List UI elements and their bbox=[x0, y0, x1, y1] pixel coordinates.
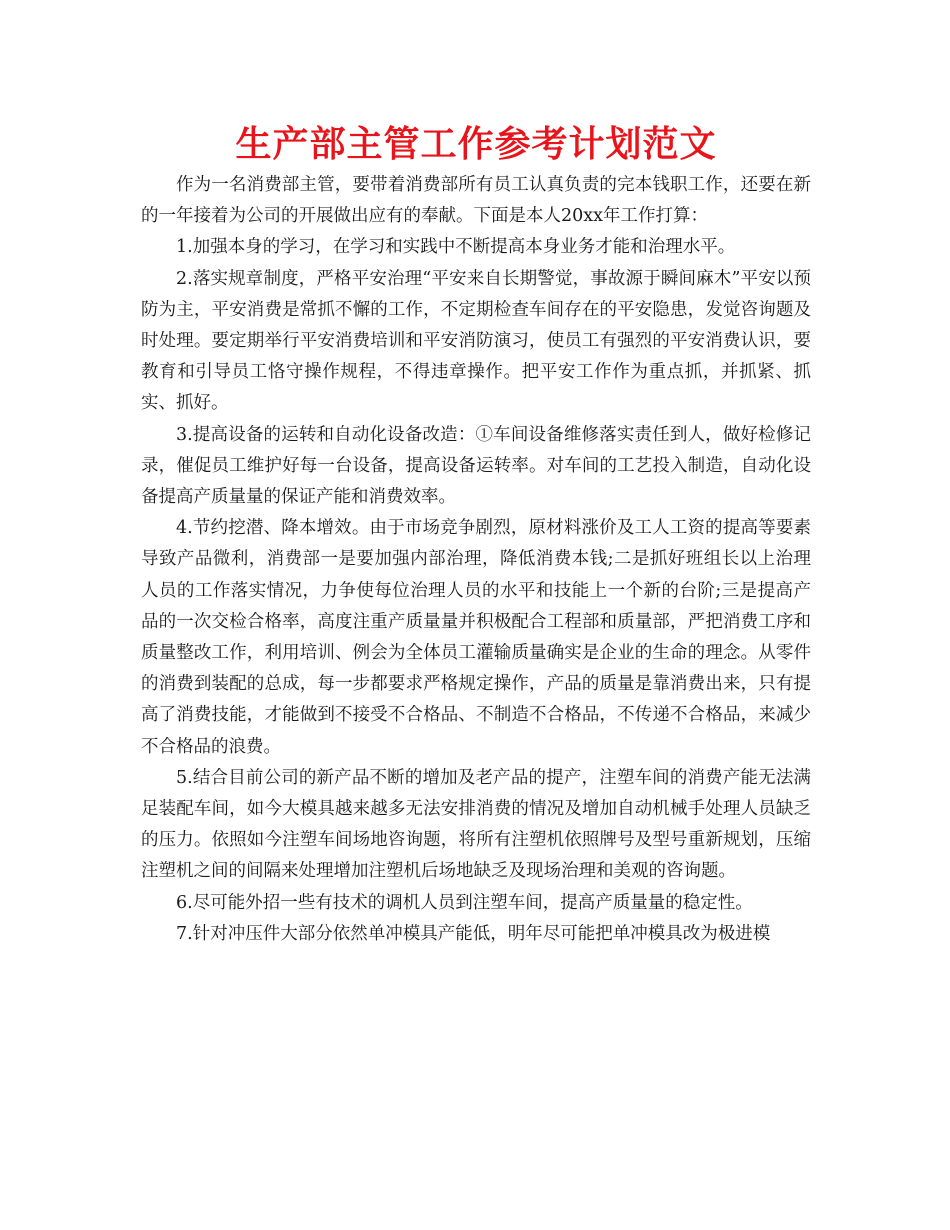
paragraph-intro: 作为一名消费部主管，要带着消费部所有员工认真负责的完本钱职工作，还要在新的一年接着为公司的开展做出应有的奉献。下面是本人20xx年工作打算： bbox=[141, 175, 811, 227]
paragraph-item-5: 5.结合目前公司的新产品不断的增加及老产品的提产，注塑车间的消费产能无法满足装配车间，如今大模具越来越多无法安排消费的情况及增加自动机械手处理人员缺乏的压力。依照如今注塑车间场地咨询题，将所有注塑机依照牌号及型号重新规划，压缩注塑机之间的间隔来处理增加注塑机后场地缺乏及现场治理和美观的咨询题。 bbox=[141, 767, 811, 882]
paragraph-item-4: 4.节约挖潜、降本增效。由于市场竞争剧烈，原材料涨价及工人工资的提高等要素导致产品微利，消费部一是要加强内部治理，降低消费本钱;二是抓好班组长以上治理人员的工作落实情况，力争使每位治理人员的水平和技能上一个新的台阶;三是提高产品的一次交检合格率，高度注重产质量量并积极配合工程部和质量部，严把消费工序和质量整改工作，利用培训、例会为全体员工灌输质量确实是企业的生命的理念。从零件的消费到装配的总成，每一步都要求严格规定操作，产品的质量是靠消费出来，只有提高了消费技能，才能做到不接受不合格品、不制造不合格品，不传递不合格品，来减少不合格品的浪费。 bbox=[141, 518, 811, 757]
document-title: 生产部主管工作参考计划范文 bbox=[235, 124, 717, 165]
paragraph-item-3: 3.提高设备的运转和自动化设备改造：①车间设备维修落实责任到人，做好检修记录，催促员工维护好每一台设备，提高设备运转率。对车间的工艺投入制造，自动化设备提高产质量量的保证产能和消费效率。 bbox=[141, 424, 811, 508]
paragraph-item-2: 2.落实规章制度，严格平安治理“平安来自长期警觉，事故源于瞬间麻木”平安以预防为主，平安消费是常抓不懈的工作，不定期检查车间存在的平安隐患，发觉咨询题及时处理。要定期举行平安消费培训和平安消防演习，使员工有强烈的平安消费认识，要教育和引导员工恪守操作规程，不得违章操作。把平安工作作为重点抓，并抓紧、抓实、抓好。 bbox=[141, 268, 811, 414]
paragraph-item-1: 1.加强本身的学习，在学习和实践中不断提高本身业务才能和治理水平。 bbox=[176, 237, 736, 258]
paragraph-item-6: 6.尽可能外招一些有技术的调机人员到注塑车间，提高产质量量的稳定性。 bbox=[176, 892, 753, 913]
document-page bbox=[141, 120, 811, 950]
paragraph-item-7: 7.针对冲压件大部分依然单冲模具产能低，明年尽可能把单冲模具改为极进模 bbox=[176, 923, 771, 944]
